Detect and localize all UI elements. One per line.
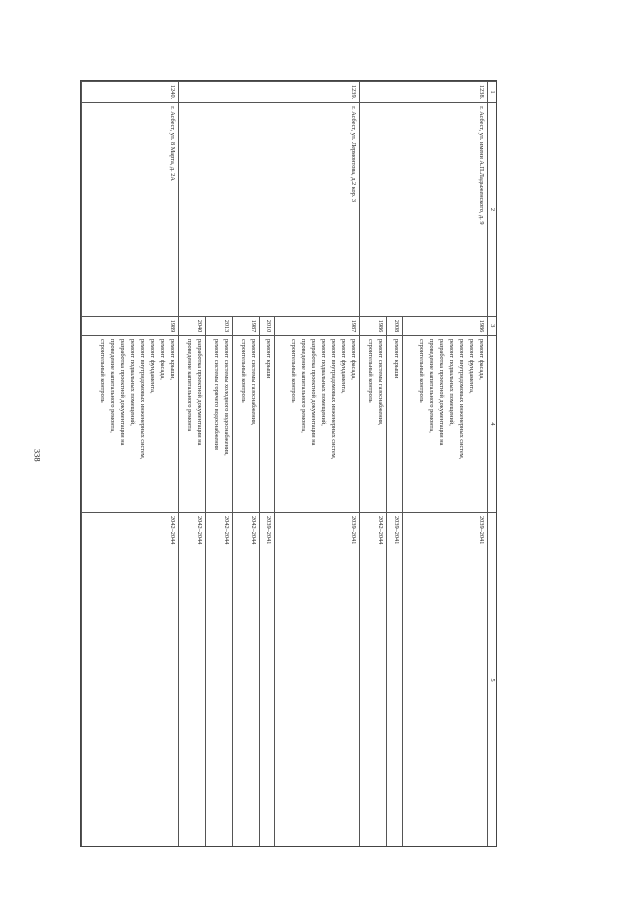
work-item: строительный контроль <box>98 338 106 403</box>
works-cell <box>360 335 387 512</box>
work-item: ремонт подвальных помещений, <box>128 338 136 426</box>
work-item: ремонт фасада, <box>350 338 358 380</box>
works-cell <box>233 335 260 512</box>
year-cell: 2013 <box>206 316 233 335</box>
period-cell: 2039–2041 <box>275 513 360 847</box>
works-cell <box>275 335 360 512</box>
work-item: проведение капитального ремонта, <box>300 338 308 433</box>
work-item: ремонт системы газоснабжения, <box>377 338 385 426</box>
work-item: строительный контроль <box>239 338 247 403</box>
work-item: ремонт системы горячего водоснабжения <box>212 338 220 450</box>
item-number-cell: 1239. <box>179 82 360 103</box>
year-cell: 1987 <box>233 316 260 335</box>
rotated-page-content <box>81 81 497 847</box>
table-header <box>488 82 498 848</box>
period-cell: 2042–2044 <box>360 513 387 847</box>
work-item: ремонт фасада, <box>159 338 167 380</box>
work-item: строительный контроль <box>290 338 298 403</box>
works-cell <box>259 335 274 512</box>
period-cell: 2042–2044 <box>206 513 233 847</box>
year-cell: 1989 <box>82 316 179 335</box>
works-cell <box>82 335 179 512</box>
period-cell: 2042–2044 <box>233 513 260 847</box>
work-item: ремонт подвальных помещений, <box>320 338 328 426</box>
year-cell: 1986 <box>402 316 487 335</box>
work-item: ремонт крыши, <box>169 338 177 380</box>
period-cell: 2042–2044 <box>179 513 206 847</box>
column-header: 1 <box>488 82 498 103</box>
work-item: ремонт фасада, <box>478 338 485 380</box>
period-cell: 2039–2041 <box>402 513 487 847</box>
works-cell <box>387 335 402 512</box>
table-row <box>82 82 179 848</box>
work-item: проведение капитального ремонта, <box>427 338 435 433</box>
work-item: ремонт фундамента, <box>467 338 475 394</box>
work-item: ремонт фундамента, <box>340 338 348 394</box>
work-item: строительный контроль <box>367 338 375 403</box>
repair-schedule-table-frame <box>80 80 497 847</box>
repair-schedule-table <box>81 81 497 847</box>
table-row <box>402 82 487 848</box>
work-item: строительный контроль <box>417 338 425 403</box>
work-item: ремонт крыши <box>265 338 273 379</box>
work-item: разработка проектной документации на <box>310 338 318 446</box>
column-header: 5 <box>488 513 498 847</box>
works-cell <box>179 335 206 512</box>
work-item: проведение капитального ремонта <box>186 338 194 432</box>
page-number: 338 <box>32 448 43 462</box>
item-number-cell: 1240. <box>82 82 179 103</box>
column-number-row <box>488 82 498 848</box>
table-row <box>275 82 360 848</box>
work-item: ремонт фундамента, <box>149 338 157 394</box>
address-cell: г. Асбест, ул. 8 Марта, д. 2А <box>82 103 179 317</box>
work-item: разработка проектной документации на <box>196 338 204 446</box>
year-cell: 1987 <box>275 316 360 335</box>
work-item: разработка проектной документации на <box>437 338 445 446</box>
column-header: 3 <box>488 316 498 335</box>
year-cell: 2010 <box>259 316 274 335</box>
work-item: разработка проектной документации на <box>118 338 126 446</box>
period-cell: 2039–2041 <box>259 513 274 847</box>
address-cell: г. Асбест, ул. Лермонтова, д.2 кор. 3 <box>179 103 360 317</box>
work-item: ремонт внутридомовых инженерных систем, <box>139 338 147 460</box>
works-cell <box>206 335 233 512</box>
work-item: ремонт подвальных помещений, <box>447 338 455 426</box>
work-item: ремонт внутридомовых инженерных систем, <box>330 338 338 460</box>
column-header: 4 <box>488 335 498 512</box>
work-item: ремонт системы холодного водоснабжения, <box>223 338 230 456</box>
period-cell: 2039–2041 <box>387 513 402 847</box>
works-cell <box>402 335 487 512</box>
year-cell: 2008 <box>387 316 402 335</box>
year-cell: 1986 <box>360 316 387 335</box>
item-number-cell: 1238. <box>360 82 488 103</box>
address-cell: г. Асбест, ул. имени А.П.Ладыженского, д. 9 <box>360 103 488 317</box>
period-cell: 2042–2044 <box>82 513 179 847</box>
work-item: ремонт крыши <box>392 338 400 379</box>
work-item: ремонт внутридомовых инженерных систем, <box>457 338 465 460</box>
table-body <box>82 82 488 848</box>
year-cell: 2040 <box>179 316 206 335</box>
column-header: 2 <box>488 103 498 317</box>
work-item: ремонт системы газоснабжения, <box>249 338 257 426</box>
work-item: проведение капитального ремонта, <box>108 338 116 433</box>
